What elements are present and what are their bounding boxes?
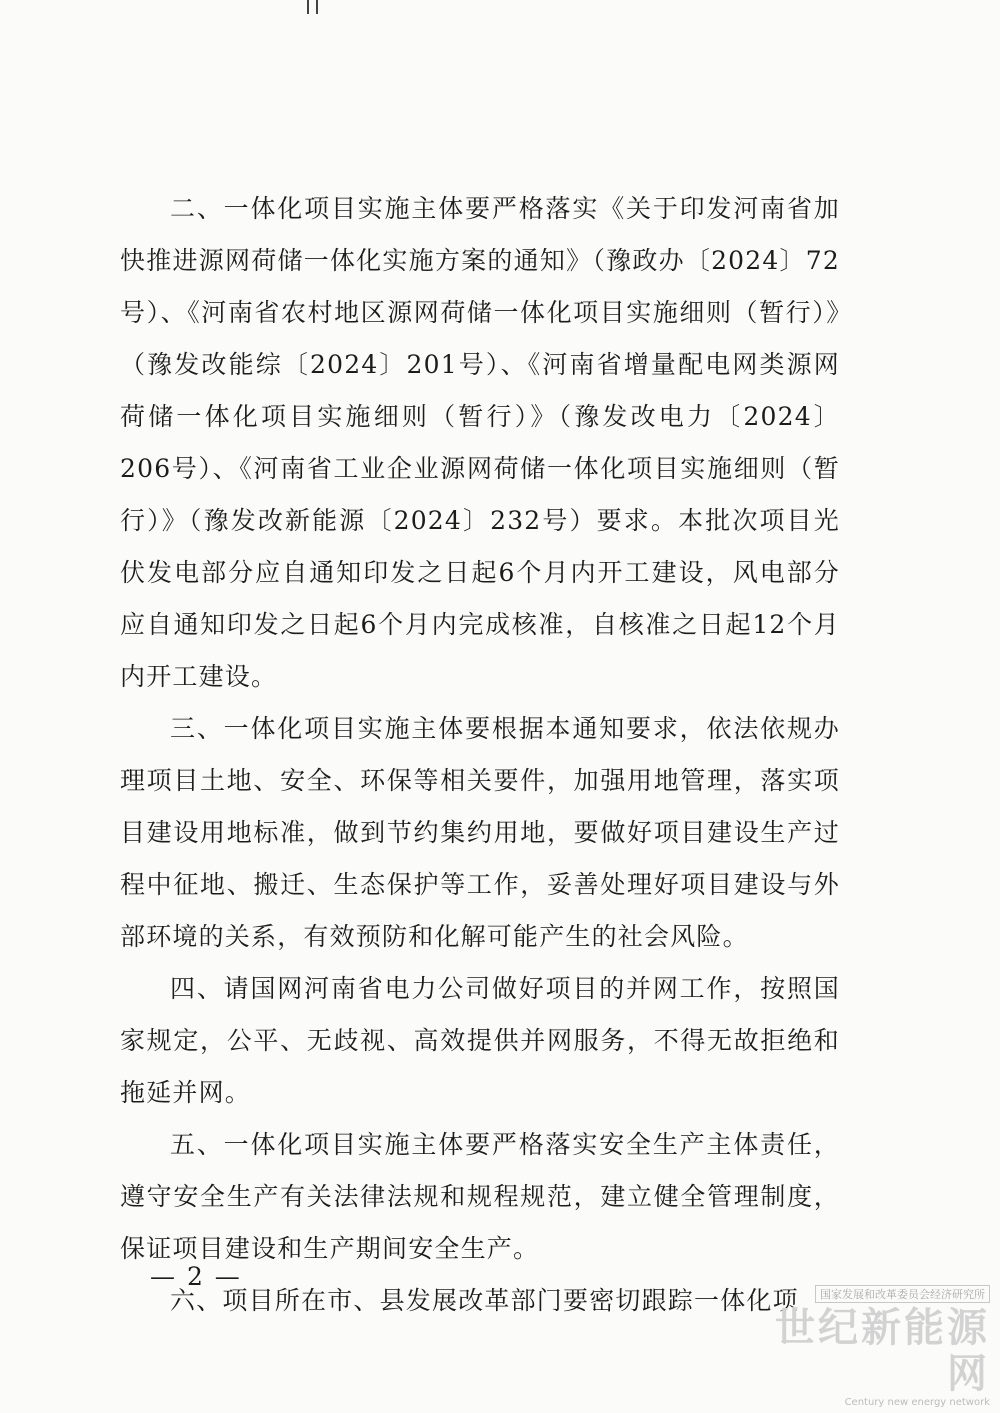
paragraph-3: 三、一体化项目实施主体要根据本通知要求，依法依规办理项目土地、安全、环保等相关要件，加强用地管理，落实项目建设用地标准，做到节约集约用地，要做好项目建设生产过程中征地、搬迁、生态保护等工作，妥善处理好项目建设与外部环境的关系，有效预防和化解可能产生的社会风险。 xyxy=(120,714,840,951)
page-number: — 2 — xyxy=(150,1262,242,1291)
watermark-logo xyxy=(755,1283,990,1409)
watermark-title: 世纪新能源网 xyxy=(775,1305,990,1397)
watermark-english: Century new energy network xyxy=(844,1397,990,1408)
paragraph-5: 五、一体化项目实施主体要严格落实安全生产主体责任，遵守安全生产有关法律法规和规程规范，建立健全管理制度，保证项目建设和生产期间安全生产。 xyxy=(120,1130,840,1263)
document-body xyxy=(120,183,840,1327)
paragraph-4: 四、请国网河南省电力公司做好项目的并网工作，按照国家规定，公平、无歧视、高效提供并网服务，不得无故拒绝和拖延并网。 xyxy=(120,974,840,1107)
paragraph-6: 六、项目所在市、县发展改革部门要密切跟踪一体化项 xyxy=(170,1286,799,1315)
watermark-subtitle: 国家发展和改革委员会经济研究所 xyxy=(815,1285,990,1303)
binding-mark xyxy=(305,0,321,14)
paragraph-2: 二、一体化项目实施主体要严格落实《关于印发河南省加快推进源网荷储一体化实施方案的通知》（豫政办〔2024〕72号）、《河南省农村地区源网荷储一体化项目实施细则（暂行）》（豫发改能综〔2024〕201号）、《河南省增量配电网类源网荷储一体化项目实施细则（暂行）》（豫发改电力〔2024〕206号）、《河南省工业企业源网荷储一体化项目实施细则（暂行）》（豫发改新能源〔2024〕232号）要求。本批次项目光伏发电部分应自通知印发之日起6个月内开工建设，风电部分应自通知印发之日起6个月内完成核准，自核准之日起12个月内开工建设。 xyxy=(120,194,840,691)
